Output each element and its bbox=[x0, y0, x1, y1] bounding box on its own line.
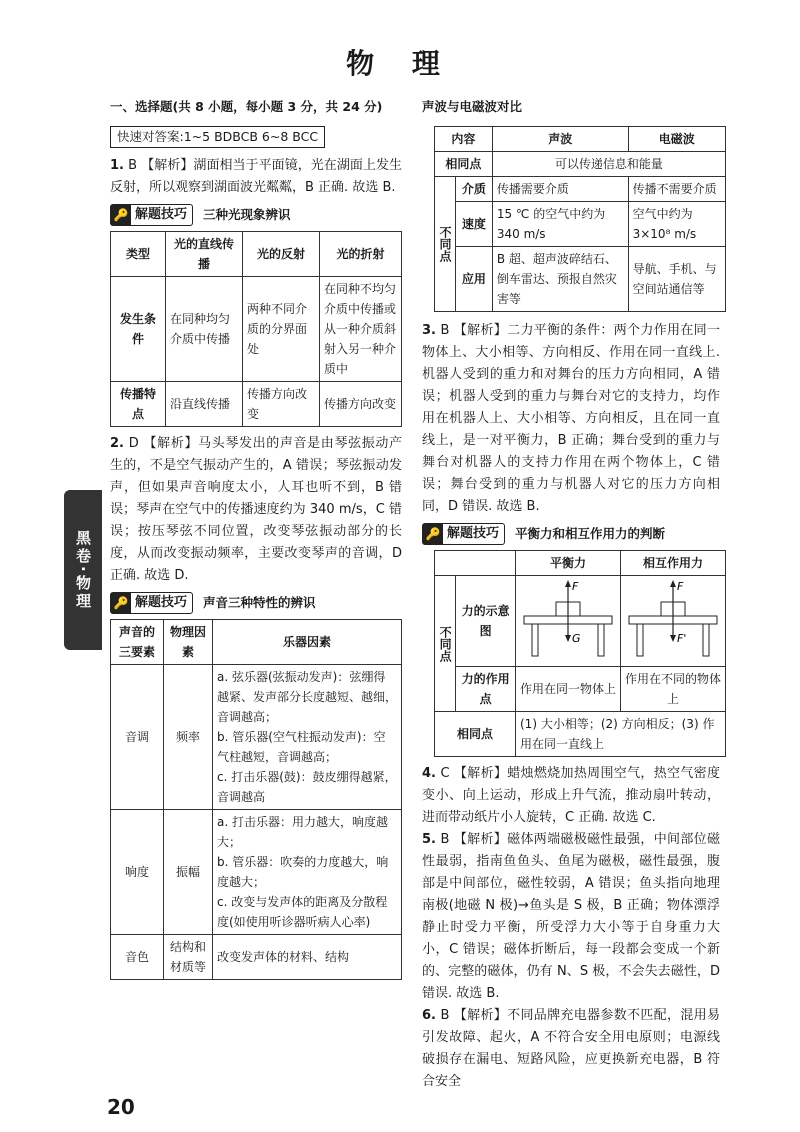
table-cell: B 超、超声波碎结石、倒车雷达、预报自然灾害等 bbox=[492, 247, 628, 312]
tip-bar-2 bbox=[110, 591, 402, 615]
question-6 bbox=[422, 1005, 720, 1093]
table-header: 物理因素 bbox=[164, 620, 213, 665]
question-number: 6. bbox=[422, 1008, 436, 1023]
table-cell: 不同点 bbox=[435, 177, 456, 312]
compare-heading: 声波与电磁波对比 bbox=[422, 99, 523, 114]
table-cell: 改变发声体的材料、结构 bbox=[213, 935, 402, 980]
tip-bar-3 bbox=[422, 522, 720, 546]
table-cell: (1) 大小相等；(2) 方向相反；(3) 作用在同一直线上 bbox=[516, 712, 726, 757]
table-cell: 振幅 bbox=[164, 810, 213, 935]
tip-title: 三种光现象辨识 bbox=[203, 207, 291, 222]
force-table bbox=[434, 550, 726, 757]
table-cell: a. 打击乐器：用力越大，响度越大； b. 管乐器：吹奏的力度越大，响度越大； c. 改变与发声体的距离及分散程度(如使用听诊器听病人心率) bbox=[213, 810, 402, 935]
table-cell: 传播特点 bbox=[111, 382, 166, 427]
table-header: 声音的三要素 bbox=[111, 620, 164, 665]
tip-title: 平衡力和相互作用力的判断 bbox=[515, 526, 666, 541]
table-cell: 频率 bbox=[164, 665, 213, 810]
question-number: 2. bbox=[110, 436, 124, 451]
force-label-F: F bbox=[572, 580, 579, 593]
question-1 bbox=[110, 155, 402, 199]
table-cell: 应用 bbox=[456, 247, 493, 312]
key-icon: 🔑 bbox=[423, 524, 443, 544]
table-cell: 空气中约为 3×10⁸ m/s bbox=[628, 202, 725, 247]
force-label-G: G bbox=[572, 632, 581, 645]
table-header: 光的反射 bbox=[243, 232, 320, 277]
page-title: 物 理 bbox=[346, 47, 454, 80]
table-cell: 传播方向改变 bbox=[320, 382, 402, 427]
table-cell: 作用在不同的物体上 bbox=[621, 667, 726, 712]
side-tab: 黑卷·物理 bbox=[64, 490, 102, 650]
question-text: D 【解析】马头琴发出的声音是由琴弦振动产生的，不是空气振动产生的，A 错误；琴弦振动发声，但如果声音响度太小，人耳也听不到，B 错误；琴声在空气中的传播速度约为 340 m/s，C 错误；按压琴弦不同位置，改变琴弦振动部分的长度，从而改变振动频率，主要改变琴声的音调，D 正确. 故选 D. bbox=[110, 436, 402, 583]
table-cell: 相同点 bbox=[435, 712, 516, 757]
table-cell: 传播方向改变 bbox=[243, 382, 320, 427]
table-cell: 在同种不均匀介质中传播或从一种介质斜射入另一种介质中 bbox=[320, 277, 402, 382]
table-cell: 相同点 bbox=[435, 152, 493, 177]
force-label-F-prime: F' bbox=[677, 632, 687, 645]
tip-label: 解题技巧 bbox=[135, 595, 188, 610]
table-header: 电磁波 bbox=[628, 127, 725, 152]
balance-force-diagram bbox=[516, 576, 621, 667]
question-text: B 【解析】二力平衡的条件：两个力作用在同一物体上、大小相等、方向相反、作用在同一直线上. 机器人受到的重力和对舞台的压力方向相同，A 错误；机器人受到的重力与舞台对它的支持力，均作用在机器人上、大小相等、方向相反，且在同一直线上，是一对平衡力，B 正确；舞台受到的重力与舞台对机器人的支持力作用在两个物体上，C 错误；舞台受到的重力与机器人对它的压力方向相同，D 错误. 故选 B. bbox=[422, 323, 720, 514]
table-header: 平衡力 bbox=[516, 551, 621, 576]
quick-answers: 快速对答案:1~5 BDBCB 6~8 BCC bbox=[110, 126, 325, 148]
wave-table bbox=[434, 126, 726, 312]
section-heading: 一、选择题(共 8 小题，每小题 3 分，共 24 分) bbox=[110, 99, 383, 114]
question-5 bbox=[422, 829, 720, 1005]
right-column bbox=[422, 96, 720, 1093]
question-4 bbox=[422, 763, 720, 829]
table-header: 相互作用力 bbox=[621, 551, 726, 576]
table-cell: 发生条件 bbox=[111, 277, 166, 382]
table-cell: 15 ℃ 的空气中约为 340 m/s bbox=[492, 202, 628, 247]
table-cell: 不同点 bbox=[435, 576, 456, 712]
table-cell: 作用在同一物体上 bbox=[516, 667, 621, 712]
table-cell: 结构和材质等 bbox=[164, 935, 213, 980]
table-cell: 两种不同介质的分界面处 bbox=[243, 277, 320, 382]
table-header: 内容 bbox=[435, 127, 493, 152]
tip-label: 解题技巧 bbox=[447, 526, 500, 541]
table-cell: 响度 bbox=[111, 810, 164, 935]
table-cell: 传播不需要介质 bbox=[628, 177, 725, 202]
table-header-empty bbox=[435, 551, 516, 576]
question-number: 1. bbox=[110, 158, 124, 173]
table-header: 类型 bbox=[111, 232, 166, 277]
question-text: C 【解析】蜡烛燃烧加热周围空气，热空气密度变小、向上运动，形成上升气流，推动扇叶转动，进而带动纸片小人旋转，C 正确. 故选 C. bbox=[422, 766, 720, 825]
table-cell: 导航、手机、与空间站通信等 bbox=[628, 247, 725, 312]
question-number: 3. bbox=[422, 323, 436, 338]
interaction-diagram-svg bbox=[621, 576, 725, 660]
left-column bbox=[110, 96, 402, 980]
interaction-force-diagram bbox=[621, 576, 726, 667]
table-cell: 在同种均匀介质中传播 bbox=[166, 277, 243, 382]
table-cell: 力的示意图 bbox=[456, 576, 516, 667]
tip-label: 解题技巧 bbox=[135, 207, 188, 222]
question-text: B 【解析】湖面相当于平面镜，光在湖面上发生反射，所以观察到湖面波光粼粼，B 正确. 故选 B. bbox=[110, 158, 402, 195]
table-cell: 速度 bbox=[456, 202, 493, 247]
key-icon: 🔑 bbox=[111, 205, 131, 225]
key-icon: 🔑 bbox=[111, 593, 131, 613]
table-header: 光的直线传播 bbox=[166, 232, 243, 277]
page-number: 20 bbox=[107, 1095, 135, 1119]
question-text: B 【解析】磁体两端磁极磁性最强，中间部位磁性最弱，指南鱼鱼头、鱼尾为磁极，磁性最强，腹部是中间部位，磁性较弱，A 错误；鱼头指向地理南极(地磁 N 极)→鱼头是 S 极，B 正确；物体漂浮静止时受力平衡，所受浮力大小等于自身重力大小，C 错误；磁体折断后，每一段都会变成一个新的、完整的磁体，仍有 N、S 极，不会失去磁性，D 错误. 故选 B. bbox=[422, 832, 720, 1001]
table-header: 光的折射 bbox=[320, 232, 402, 277]
question-number: 4. bbox=[422, 766, 436, 781]
question-3 bbox=[422, 320, 720, 518]
tip-title: 声音三种特性的辨识 bbox=[203, 595, 316, 610]
tip-bar-1 bbox=[110, 203, 402, 227]
table-cell: a. 弦乐器(弦振动发声)：弦绷得越紧、发声部分长度越短、越细，音调越高； b. 管乐器(空气柱振动发声)：空气柱越短，音调越高； c. 打击乐器(鼓)：鼓皮绷得越紧，音调越高 bbox=[213, 665, 402, 810]
force-label-F: F bbox=[677, 580, 684, 593]
table-cell: 传播需要介质 bbox=[492, 177, 628, 202]
table-cell: 可以传递信息和能量 bbox=[492, 152, 725, 177]
balance-diagram-svg bbox=[516, 576, 620, 660]
table-header: 乐器因素 bbox=[213, 620, 402, 665]
table-cell: 介质 bbox=[456, 177, 493, 202]
light-table bbox=[110, 231, 402, 427]
table-cell: 力的作用点 bbox=[456, 667, 516, 712]
question-2 bbox=[110, 433, 402, 587]
table-header: 声波 bbox=[492, 127, 628, 152]
question-text: B 【解析】不同品牌充电器参数不匹配，混用易引发故障、起火，A 不符合安全用电原则；电源线破损存在漏电、短路风险，应更换新充电器，B 符合安全 bbox=[422, 1008, 720, 1089]
question-number: 5. bbox=[422, 832, 436, 847]
table-cell: 音色 bbox=[111, 935, 164, 980]
table-cell: 音调 bbox=[111, 665, 164, 810]
table-cell: 沿直线传播 bbox=[166, 382, 243, 427]
sound-table bbox=[110, 619, 402, 980]
